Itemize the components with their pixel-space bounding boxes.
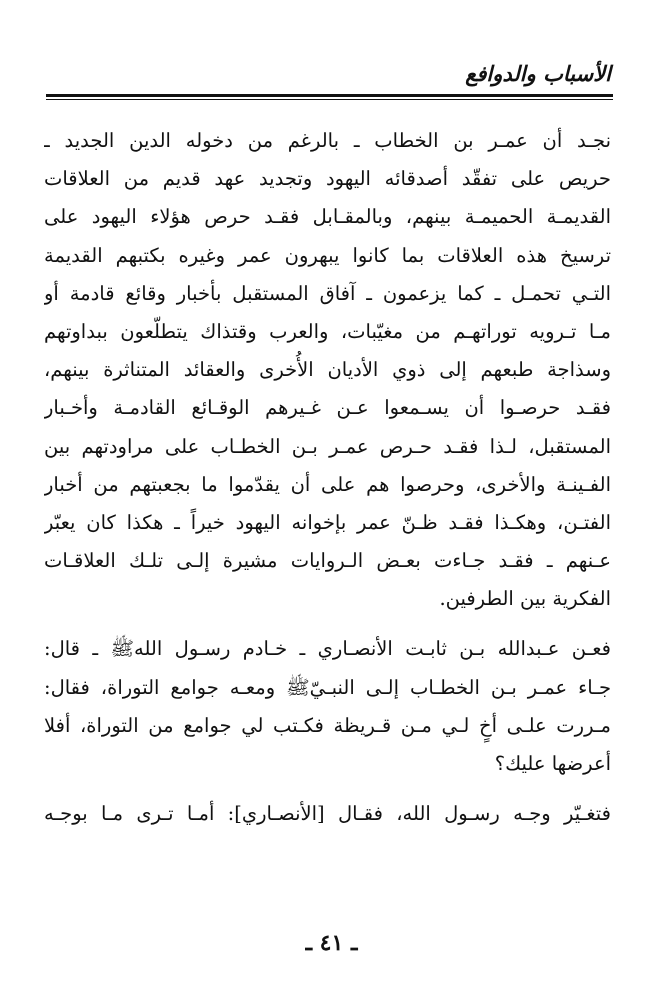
paragraph-3: [44, 795, 611, 833]
text-line: أعرضها عليك؟: [494, 752, 611, 775]
body-text: [44, 122, 611, 833]
text-line: فقـد حرصـوا أن يسـمعوا عـن غـيرهم الوقـائع القادمـة وأخـبار: [44, 396, 611, 420]
text-line: نجـد أن عمـر بن الخطاب ـ بالرغم من دخوله الدين الجديد ـ: [44, 129, 611, 152]
text-line: حريص على تفقّد أصدقائه اليهود وتجديد عهد قديم من العلاقات: [44, 167, 611, 191]
paragraph-1: [44, 122, 611, 618]
text-line: جـاء عمـر بـن الخطـاب إلـى النبـيّﷺ ومعـه جوامع التوراة، فقال:: [44, 675, 611, 699]
text-line: مـررت علـى أخٍ لـي مـن قـريظة فكـتب لي جوامع من التوراة، أفلا: [44, 713, 611, 737]
text-line: ترسيخ هذه العلاقات بما كانوا يبهرون عمر وغيره بكتبهم القديمة: [44, 243, 611, 267]
text-line: الفـينـة والأخرى، وحرصوا هم على أن يقدّموا ما بجعبتهم من أخبار: [44, 472, 611, 496]
text-line: عـنهم ـ فقـد جـاءت بعـض الـروايات مشيرة إلـى تلـك العلاقـات: [44, 549, 611, 573]
text-line: وسذاجة طبعهم إلى ذوي الأديان الأُخرى والعقائد المتناثرة بينهم،: [44, 358, 611, 382]
header-rule-thick: [46, 94, 613, 97]
paragraph-gap: [44, 618, 611, 630]
header-rule-thin: [46, 99, 613, 100]
text-line: الفكرية بين الطرفين.: [439, 587, 611, 611]
text-line: فعـن عـبدالله بـن ثابـت الأنصـاري ـ خـادم رسـول اللهﷺ ـ قال:: [44, 637, 611, 661]
paragraph-gap: [44, 783, 611, 795]
page-number: ـ ٤١ ـ: [305, 930, 358, 956]
text-line: المستقبل، لـذا فقـد حـرص عمـر بـن الخطـاب على مراودتهم بين: [44, 434, 611, 458]
text-line: القديمـة الحميمـة بينهم، وبالمقـابل فقـد حرص هؤلاء اليهود على: [44, 205, 611, 229]
running-header-title: الأسباب والدوافع: [465, 62, 611, 86]
text-line: فتغـيّر وجـه رسـول الله، فقـال [الأنصـاري]: أمـا تـرى مـا بوجـه: [44, 802, 611, 826]
text-line: الفتـن، وهكـذا فقـد ظـنّ عمر بإخوانه اليهود خيراً ـ هكذا كان يعبّر: [44, 510, 611, 534]
text-line: التـي تحمـل ـ كما يزعمون ـ آفاق المستقبل بأخبار وقائع قادمة أو: [44, 281, 611, 305]
paragraph-2: [44, 630, 611, 783]
text-line: مـا تـرويه توراتهـم من مغيّبات، والعرب وقتذاك يتطلّعون ببداوتهم: [44, 319, 611, 343]
